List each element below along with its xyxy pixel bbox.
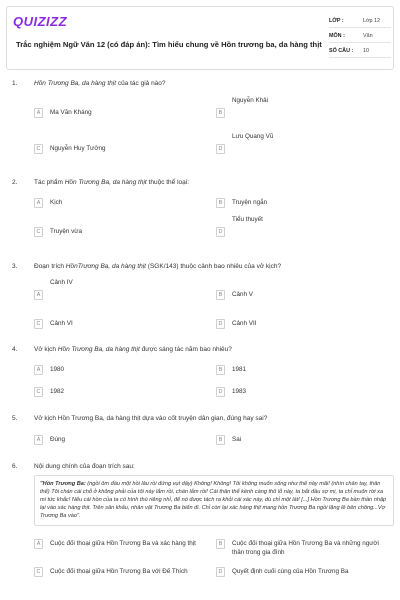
worksheet-header	[6, 6, 394, 70]
option-letter-box: C	[34, 319, 43, 329]
question-text-pre: Vở kịch	[34, 346, 58, 353]
option-letter-box: D	[216, 227, 225, 237]
option-text: Cuộc đối thoại giữa Hồn Trương Ba và những người thân trong gia đình	[232, 540, 379, 556]
passage-lead: "Hồn Trương Ba:	[40, 481, 86, 487]
option-text: Quyết định cuối cùng của Hồn Trương Ba	[232, 568, 349, 575]
option-text: 1980	[50, 366, 65, 373]
question-text-rest: (SGK/143) thuộc cảnh bao nhiêu của vở kịch?	[146, 263, 282, 270]
option-text: Cuộc đối thoại giữa Hồn Trương Ba với Đế Thích	[50, 568, 188, 575]
option-text: Tiểu thuyết	[232, 216, 263, 223]
question-5	[12, 415, 392, 449]
meta-label: MÔN :	[329, 33, 345, 39]
question-2	[12, 179, 392, 249]
worksheet-meta	[329, 15, 391, 60]
question-text-italic: Hồn Trương Ba, da hàng thịt	[34, 80, 117, 87]
option-letter-box: A	[34, 198, 43, 208]
option-letter-box: C	[34, 227, 43, 237]
worksheet-title: Trắc nghiệm Ngữ Văn 12 (có đáp án): Tìm hiểu chung về Hồn trương ba, da hàng thịt	[16, 40, 322, 49]
question-text: Nội dung chính của đoạn trích sau:	[34, 463, 135, 470]
meta-value: Văn	[363, 33, 373, 39]
meta-label: SỐ CÂU :	[329, 48, 354, 54]
option-letter-box: B	[216, 198, 225, 208]
option-letter-box: A	[34, 539, 43, 549]
question-number: 3.	[12, 263, 18, 270]
option-text: Sai	[232, 436, 242, 443]
option-text: Lưu Quang Vũ	[232, 133, 274, 140]
option-text: Truyện ngắn	[232, 199, 268, 206]
question-text	[34, 346, 389, 355]
meta-row-subject	[329, 30, 391, 43]
question-text-rest: được sáng tác năm bao nhiêu?	[139, 346, 232, 353]
option-text: Truyện vừa	[50, 228, 82, 235]
option-letter-box: C	[34, 387, 43, 397]
option-letter-box: C	[34, 567, 43, 577]
option-letter-box: A	[34, 435, 43, 445]
option-text: Đúng	[50, 436, 66, 443]
option-letter-box: A	[34, 365, 43, 375]
question-6	[12, 463, 392, 593]
question-text-pre: Đoạn trích	[34, 263, 66, 270]
option-letter-box: B	[216, 290, 225, 300]
option-text: Nguyễn Huy Tưởng	[50, 145, 106, 152]
option-letter-box: A	[34, 108, 43, 118]
option-letter-box: D	[216, 319, 225, 329]
question-text	[34, 80, 389, 89]
question-number: 6.	[12, 463, 18, 470]
meta-value: 10	[363, 48, 369, 54]
option-text: Cảnh VI	[50, 320, 73, 327]
passage-body: (ngồi ôm đầu một hồi lâu rồi đứng vụt dậy) Không! Không! Tôi không muốn sống như thế này mãi! (nhìn chân tay, thân thể) Tôi chán cái chỗ ở không phải của tôi này lắm rồi, chán lắm rồi! Cái thân thể kềnh càng thô lỗ này, ta bắt đầu sợ mi, ta chỉ muốn rời xa mi tức khắc! Nếu cái hồn của ta có hình thù riêng nhỉ, để nó được tách ra khỏi cái xác này, dù chỉ một lát! [...] Hồn Trương Ba bần thần nhập lại vào xác hàng thịt. Trên sân khấu, nhân vật Trương Ba biến đi. Chỉ còn lại xác hàng thịt mang hồn Trương Ba ngồi lặng lẽ bên chõng...Vợ Trương Ba vào".	[40, 481, 387, 520]
question-text-italic: HồnTrương Ba, da hàng thịt	[65, 263, 146, 270]
option-text: 1981	[232, 366, 247, 373]
option-text: Cảnh V	[232, 291, 254, 298]
option-letter-box: D	[216, 387, 225, 397]
question-4	[12, 346, 392, 402]
option-text: 1982	[50, 388, 65, 395]
option-text: Cảnh VII	[232, 320, 257, 327]
option-letter-box: B	[216, 435, 225, 445]
meta-row-class	[329, 15, 391, 28]
question-text-rest: của tác giả nào?	[116, 80, 166, 87]
option-letter-box: B	[216, 108, 225, 118]
question-number: 1.	[12, 80, 18, 87]
option-letter-box: C	[34, 144, 43, 154]
option-text: Cuộc đối thoại giữa Hồn Trương Ba và xác hàng thịt	[50, 540, 196, 547]
option-text: 1983	[232, 388, 247, 395]
option-letter-box: A	[34, 290, 43, 300]
question-text-italic: Hồn Trương Ba, da hàng thịt	[57, 346, 140, 353]
question-3	[12, 263, 392, 335]
option-text: Cảnh IV	[50, 279, 73, 286]
option-letter-box: D	[216, 144, 225, 154]
question-number: 2.	[12, 179, 18, 186]
meta-label: LỚP :	[329, 18, 344, 24]
question-number: 4.	[12, 346, 18, 353]
question-number: 5.	[12, 415, 18, 422]
meta-row-count	[329, 45, 391, 58]
option-text: Ma Văn Kháng	[50, 109, 92, 116]
option-letter-box: D	[216, 567, 225, 577]
option-text: Nguyễn Khải	[232, 97, 269, 104]
question-text-italic: Hồn Trương Ba, da hàng thịt	[64, 179, 147, 186]
question-text-pre: Tác phẩm	[34, 179, 65, 186]
question-text-rest: thuộc thể loại:	[146, 179, 190, 186]
quoted-passage	[34, 475, 394, 526]
quizizz-logo: QUIZIZZ	[13, 14, 68, 29]
question-text	[34, 179, 389, 188]
question-1	[12, 80, 392, 160]
question-text: Vở kịch Hồn Trương Ba, da hàng thịt dựa vào cốt truyện dân gian, đúng hay sai?	[34, 415, 268, 422]
option-letter-box: B	[216, 365, 225, 375]
question-text	[34, 263, 389, 272]
option-text: Kịch	[50, 199, 63, 206]
meta-value: Lớp 12	[363, 18, 381, 24]
option-letter-box: B	[216, 539, 225, 549]
